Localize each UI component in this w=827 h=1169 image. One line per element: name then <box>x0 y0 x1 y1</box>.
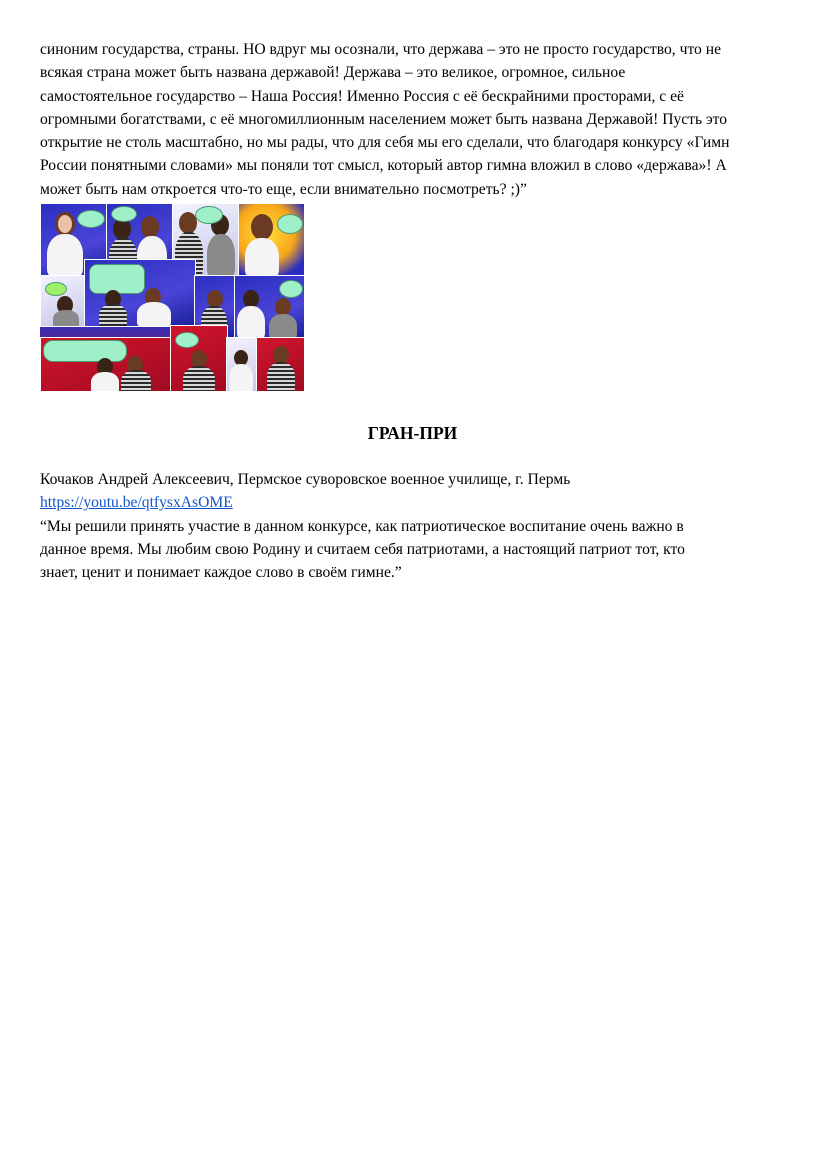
collage-panel <box>256 337 304 391</box>
section-heading: ГРАН-ПРИ <box>367 423 458 443</box>
intro-line: синоним государства, страны. НО вдруг мы осознали, что держава – это не просто государство, что не <box>40 41 722 58</box>
collage-panel <box>238 203 304 277</box>
speech-bubble <box>279 280 303 298</box>
speech-bubble <box>277 214 303 234</box>
speech-bubble <box>43 340 127 362</box>
collage-panel <box>234 275 304 339</box>
video-link[interactable]: https://youtu.be/qtfysxAsOME <box>40 494 233 512</box>
quote-line: данное время. Мы любим свою Родину и считаем себя патриотами, а настоящий патриот тот, кто <box>40 540 685 558</box>
quote-line: “Мы решили принять участие в данном конкурсе, как патриотическое воспитание очень важно в <box>40 517 684 535</box>
speech-bubble <box>77 210 105 228</box>
intro-line: всякая страна может быть названа державой! Держава – это великое, огромное, сильное <box>40 64 626 82</box>
speech-bubble <box>89 264 145 294</box>
collage-panel <box>40 337 172 391</box>
collage-panel <box>40 275 86 327</box>
intro-paragraph <box>40 38 785 201</box>
intro-line: может быть нам откроется что-то еще, если внимательно посмотреть? ;)” <box>40 180 527 198</box>
speech-bubble <box>45 282 67 296</box>
speech-bubble <box>175 332 199 348</box>
intro-line: огромными богатствами, с её многомиллионным населением может быть названа Державой! Пусть это <box>40 110 728 128</box>
quote-line: знает, ценит и понимает каждое слово в своём гимне.” <box>40 564 402 582</box>
collage-panel <box>170 325 228 391</box>
intro-line: самостоятельное государство – Наша Россия! Именно Россия с её бескрайними просторами, с её <box>40 87 684 105</box>
author-line: Кочаков Андрей Алексеевич, Пермское суворовское военное училище, г. Пермь <box>40 471 571 488</box>
speech-bubble <box>111 206 137 222</box>
entry-block <box>40 468 800 584</box>
collage-panel <box>84 259 196 327</box>
speech-bubble <box>195 206 223 224</box>
intro-line: России понятными словами» мы поняли тот смысл, который автор гимна вложил в слово «держава»! А <box>40 157 727 175</box>
document-page <box>40 38 785 582</box>
intro-line: открытие не столь масштабно, но мы рады, что для себя мы его сделали, что благодаря конкурсу «Гимн <box>40 134 730 152</box>
comic-collage-image <box>40 203 304 391</box>
collage-panel <box>226 337 258 391</box>
